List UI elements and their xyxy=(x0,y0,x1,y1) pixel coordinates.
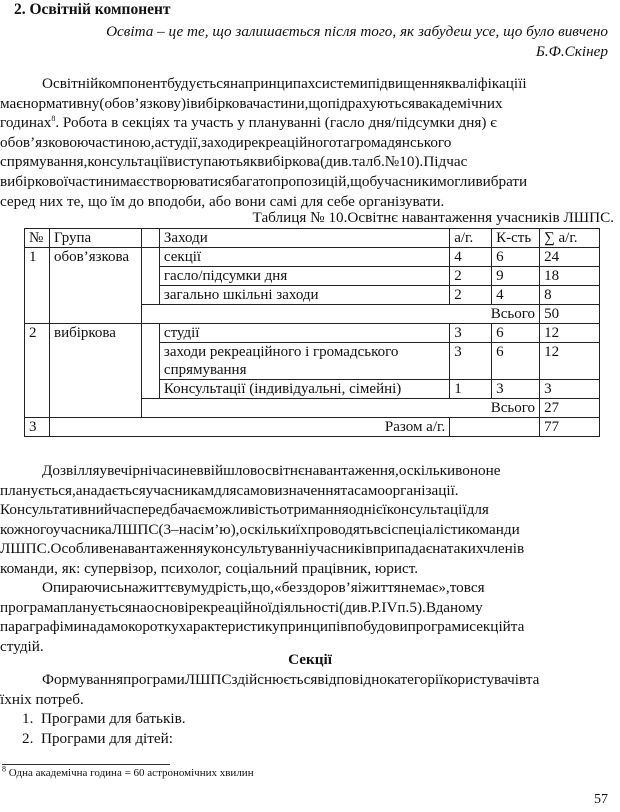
word: вся xyxy=(463,579,485,596)
word: «без xyxy=(274,579,303,596)
word: заходи xyxy=(201,133,244,151)
word: Р.IV xyxy=(371,598,398,616)
word: планується xyxy=(59,598,132,616)
row-hours: 3 xyxy=(450,343,492,380)
word: спрямування, xyxy=(0,153,88,171)
paragraph-line-with-footnote xyxy=(0,113,620,133)
word: Освітній xyxy=(42,75,99,92)
word: основі xyxy=(146,598,189,616)
table-grand-total-row xyxy=(25,418,600,437)
page-number: 57 xyxy=(594,792,608,807)
word: вибіркова xyxy=(190,94,253,112)
word: членів xyxy=(482,540,525,558)
word: та xyxy=(340,481,355,499)
section-number: 2. xyxy=(14,1,26,18)
word: немає», xyxy=(400,579,450,596)
row-total: 8 xyxy=(540,286,600,305)
list-item: 1. Програми для батьків. xyxy=(22,710,186,727)
word: на xyxy=(123,579,139,596)
word: самоорганізації. xyxy=(354,481,459,499)
word: ми xyxy=(63,618,82,636)
word: діяльності xyxy=(272,598,340,616)
table-spacer-cell xyxy=(141,248,159,305)
justified-line xyxy=(0,539,620,559)
word: проводять xyxy=(307,520,374,538)
justified-line xyxy=(0,461,620,481)
word: час xyxy=(446,153,468,171)
subtotal-value: 50 xyxy=(540,305,600,324)
row-number: 2 xyxy=(25,324,50,418)
row-count: 3 xyxy=(492,380,540,399)
word: оскільки xyxy=(239,520,296,538)
justified-line xyxy=(0,172,620,192)
word: та xyxy=(336,133,350,151)
word: воно xyxy=(455,462,486,479)
word: а xyxy=(154,133,162,151)
word: а xyxy=(75,481,83,499)
word: що xyxy=(308,94,328,112)
word: створюватися xyxy=(142,172,232,190)
word: (див. xyxy=(339,598,372,616)
row-total: 12 xyxy=(540,343,600,380)
row-total: 24 xyxy=(540,248,600,267)
word: на xyxy=(178,520,194,538)
justified-line xyxy=(0,598,620,618)
word: не xyxy=(485,462,501,479)
word: відповідно xyxy=(317,671,387,688)
table-spacer-cell xyxy=(492,418,540,437)
table-caption: Таблиця № 10.Освітнє навантаження учасників ЛШПС. xyxy=(252,209,614,226)
word: принципів xyxy=(279,618,348,636)
word: надається xyxy=(82,481,146,499)
row-activity: гасло/підсумки дня xyxy=(159,267,449,286)
epigraph xyxy=(8,22,608,62)
justified-line xyxy=(0,152,620,172)
row-hours: 2 xyxy=(450,267,492,286)
word: секцій xyxy=(469,618,511,636)
grand-total-value: 77 xyxy=(540,418,600,437)
word: консультації xyxy=(87,153,168,171)
justified-line xyxy=(0,500,620,520)
justified-line xyxy=(0,133,620,153)
table-spacer-cell xyxy=(141,324,159,399)
row-count: 6 xyxy=(492,248,540,267)
table-spacer-cell xyxy=(450,418,492,437)
word: часи xyxy=(152,462,182,479)
table-header-cell: ∑ а/г. xyxy=(540,229,600,248)
word: виступають xyxy=(167,153,243,171)
footnote-mark: 8 xyxy=(2,764,6,774)
word: (обов’язкову) xyxy=(99,94,187,112)
word: п. xyxy=(397,598,410,616)
justified-line xyxy=(0,94,620,114)
word: (3 xyxy=(158,520,172,538)
word: Формування xyxy=(42,671,124,688)
word: (див. xyxy=(320,153,352,171)
word: талб. xyxy=(351,153,385,171)
word: параграфі xyxy=(0,618,64,636)
word: 10). xyxy=(399,153,424,171)
word: у xyxy=(99,462,108,479)
paragraph-recreation xyxy=(0,578,620,656)
word: характеристику xyxy=(178,618,280,636)
word: для xyxy=(466,501,489,519)
justified-line xyxy=(0,617,620,637)
word: навантаження xyxy=(112,540,204,558)
subtotal-value: 27 xyxy=(540,399,600,418)
justified-line xyxy=(0,520,620,540)
word: однієї xyxy=(348,501,387,519)
word: і xyxy=(186,94,191,112)
word: побудови xyxy=(347,618,408,636)
table-row xyxy=(25,248,600,267)
word: самовизначення xyxy=(236,481,341,499)
word: консультуванні xyxy=(210,540,309,558)
word: № xyxy=(384,153,400,171)
word: Під xyxy=(423,153,447,171)
word: на xyxy=(131,598,147,616)
word: має xyxy=(120,172,143,190)
table-header-cell xyxy=(141,229,159,248)
word: можливість xyxy=(204,501,280,519)
line-text: . Робота в секціях та участь у плануванні (гасло дня/підсумки дня) є xyxy=(55,114,497,132)
word: Особливе xyxy=(50,540,113,558)
word: та xyxy=(510,618,525,636)
word: багато xyxy=(231,172,273,190)
word: надамо xyxy=(81,618,129,636)
row-activity: Консультації (індивідуальні, сімейні) xyxy=(159,380,449,399)
word: кваліфікації xyxy=(444,75,523,92)
row-total: 12 xyxy=(540,324,600,343)
word: передбачає xyxy=(133,501,205,519)
table-row xyxy=(25,324,600,343)
section-title: Освітній компонент xyxy=(29,1,171,18)
word: на xyxy=(432,540,447,558)
row-group: обов’язкова xyxy=(49,248,141,324)
word: вибрати xyxy=(475,172,528,190)
word: 5). xyxy=(409,598,426,616)
word: та xyxy=(525,671,540,688)
paragraph-program xyxy=(0,670,620,709)
paragraph-line: студій. xyxy=(0,637,44,655)
word: частини xyxy=(67,172,121,190)
table-header-row xyxy=(25,229,600,248)
word: учасників xyxy=(308,540,373,558)
word: Консультативний xyxy=(0,501,112,519)
word: здійснюється xyxy=(231,671,318,688)
word: рекреаційного xyxy=(243,133,337,151)
row-number: 1 xyxy=(25,248,50,324)
word: програми xyxy=(407,618,470,636)
word: студії, xyxy=(161,133,202,151)
table-header-cell: Заходи xyxy=(159,229,449,248)
word: підвищення xyxy=(367,75,445,92)
word: щоб xyxy=(350,172,377,190)
word: припадає xyxy=(372,540,433,558)
table-header-cell: К-сть xyxy=(492,229,540,248)
row-hours: 2 xyxy=(450,286,492,305)
word: компонент xyxy=(98,75,168,92)
word: для xyxy=(214,481,237,499)
word: в xyxy=(415,94,423,112)
word: мудрість, xyxy=(191,579,251,596)
paragraph-intro xyxy=(0,74,620,211)
row-count: 6 xyxy=(492,343,540,380)
word: Опираючись xyxy=(42,579,124,596)
row-group: вибіркова xyxy=(49,324,141,418)
paragraph-line: серед них те, що їм до вподоби, або вони самі для себе організувати. xyxy=(0,192,445,210)
row-activity: студії xyxy=(159,324,449,343)
word: програма xyxy=(0,598,60,616)
row-activity: секції xyxy=(159,248,449,267)
word: час xyxy=(111,501,134,519)
word: що, xyxy=(251,579,275,596)
word: підрахуються xyxy=(327,94,416,112)
subtotal-label: Всього xyxy=(141,305,539,324)
paragraph-line: команди, як: супервізор, психолог, соціальний працівник, юрист. xyxy=(0,559,419,577)
row-count: 6 xyxy=(492,324,540,343)
row-number: 3 xyxy=(25,418,50,437)
footnote-reference[interactable]: 8 xyxy=(51,114,56,124)
word: команди xyxy=(465,520,520,538)
line-text: годинах xyxy=(0,114,52,132)
subtotal-label: Всього xyxy=(141,399,539,418)
word: отримання xyxy=(279,501,349,519)
word: даному xyxy=(435,598,483,616)
word: принципах xyxy=(244,75,315,92)
word: коротку xyxy=(128,618,179,636)
word: спеціалісти xyxy=(391,520,466,538)
word: консультації xyxy=(386,501,467,519)
word: сім’ю), xyxy=(193,520,240,538)
footnote-divider xyxy=(2,764,170,765)
word: в xyxy=(250,462,258,479)
row-total: 18 xyxy=(540,267,600,286)
row-total: 3 xyxy=(540,380,600,399)
row-hours: 4 xyxy=(450,248,492,267)
word: вечірні xyxy=(107,462,153,479)
word: частиною, xyxy=(87,133,155,151)
epigraph-author: Б.Ф.Скінер xyxy=(535,43,608,60)
epigraph-quote: Освіта – це те, що залишається після того, як забудеш усе, що було вивчено xyxy=(106,23,608,40)
word: таких xyxy=(446,540,483,558)
workload-table xyxy=(24,228,600,437)
word: системи xyxy=(314,75,368,92)
justified-line xyxy=(0,670,620,690)
row-activity: заходи рекреаційного і громадського спрямування xyxy=(159,343,449,380)
word: учасники xyxy=(376,172,438,190)
word: освітнє xyxy=(257,462,305,479)
word: обов’язковою xyxy=(0,133,88,151)
word: ЛШПС xyxy=(184,671,232,688)
word: всі xyxy=(373,520,392,538)
subsection-heading: Секції xyxy=(288,651,332,668)
row-activity: загально шкільні заходи xyxy=(159,286,449,305)
word: категорії xyxy=(387,671,444,688)
justified-line xyxy=(0,74,620,94)
word: користувачів xyxy=(443,671,526,688)
word: то xyxy=(449,579,464,596)
word: академічних xyxy=(422,94,503,112)
justified-line xyxy=(0,481,620,501)
word: В xyxy=(425,598,436,616)
word: здоров’я xyxy=(302,579,358,596)
table-header-cell: № xyxy=(25,229,50,248)
table-header-cell: а/г. xyxy=(450,229,492,248)
paragraph-line: їхніх потреб. xyxy=(0,690,84,708)
word: навантаження, xyxy=(304,462,399,479)
word: програми xyxy=(123,671,185,688)
word: ввійшло xyxy=(196,462,251,479)
word: Дозвілля xyxy=(42,462,100,479)
word: будується xyxy=(167,75,231,92)
word: кожного xyxy=(0,520,53,538)
word: частини, xyxy=(252,94,309,112)
word: рекреаційної xyxy=(188,598,273,616)
word: у xyxy=(203,540,211,558)
word: – xyxy=(171,520,179,538)
word: могли xyxy=(437,172,476,190)
numbered-list xyxy=(22,709,186,749)
word: як xyxy=(242,153,258,171)
word: і xyxy=(522,75,527,92)
word: їх xyxy=(295,520,308,538)
section-heading xyxy=(14,0,171,20)
word: ЛШПС xyxy=(111,520,159,538)
word: на xyxy=(230,75,245,92)
row-hours: 1 xyxy=(450,380,492,399)
word: ЛШПС. xyxy=(0,540,51,558)
word: життя xyxy=(362,579,401,596)
footnote-text: Одна академічна година = 60 астрономічних хвилин xyxy=(6,767,254,779)
word: має xyxy=(0,94,23,112)
word: учасника xyxy=(52,520,112,538)
word: не xyxy=(181,462,197,479)
row-count: 9 xyxy=(492,267,540,286)
word: вибіркова xyxy=(257,153,321,171)
word: пропозицій, xyxy=(272,172,351,190)
justified-line xyxy=(0,578,620,598)
footnote xyxy=(2,766,254,780)
word: вибіркової xyxy=(0,172,68,190)
word: і xyxy=(357,579,363,596)
word: громадянського xyxy=(349,133,452,151)
paragraph-leisure xyxy=(0,461,620,579)
row-count: 4 xyxy=(492,286,540,305)
row-hours: 3 xyxy=(450,324,492,343)
table-header-cell: Група xyxy=(49,229,141,248)
word: життєву xyxy=(138,579,192,596)
list-item: 2. Програми для дітей: xyxy=(22,730,173,747)
grand-total-label: Разом а/г. xyxy=(49,418,449,437)
word: планується, xyxy=(0,481,76,499)
word: учасникам xyxy=(145,481,215,499)
word: нормативну xyxy=(22,94,100,112)
word: оскільки xyxy=(398,462,456,479)
